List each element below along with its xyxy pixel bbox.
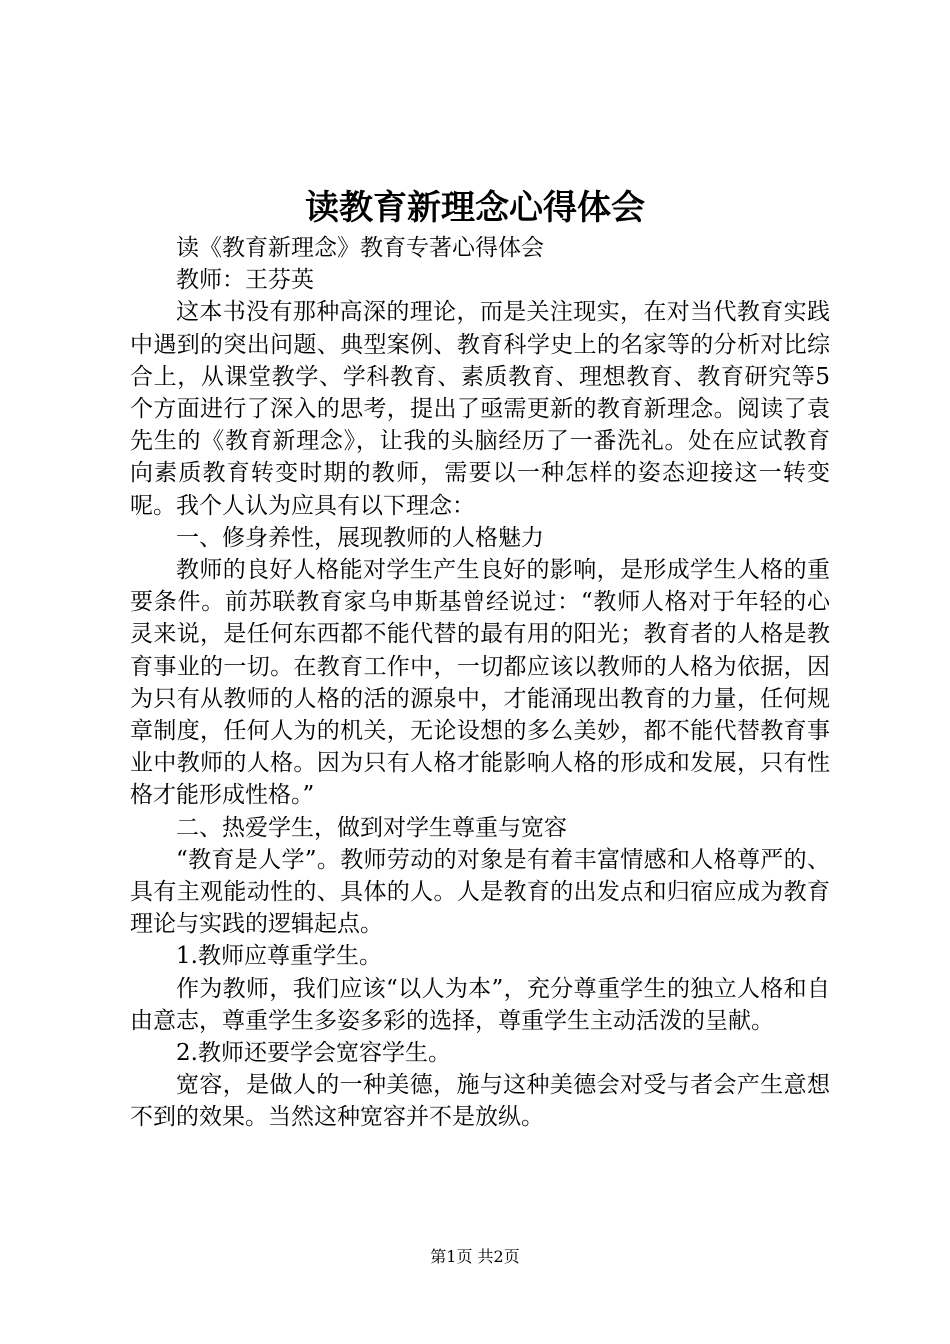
- body-paragraph: “教育是人学”。教师劳动的对象是有着丰富情感和人格尊严的、具有主观能动性的、具体的人。人是教育的出发点和归宿应成为教育理论与实践的逻辑起点。: [130, 846, 830, 938]
- body-paragraph: 宽容，是做人的一种美德，施与这种美德会对受与者会产生意想不到的效果。当然这种宽容并不是放纵。: [130, 1072, 830, 1131]
- author-line: 教师：王芬英: [176, 267, 314, 294]
- section-heading: 二、热爱学生，做到对学生尊重与宽容: [176, 814, 567, 841]
- document-title: 读教育新理念心得体会: [305, 188, 645, 228]
- section-heading: 一、修身养性，展现教师的人格魅力: [176, 524, 544, 551]
- body-paragraph: 作为教师，我们应该“以人为本”，充分尊重学生的独立人格和自由意志，尊重学生多姿多彩的选择，尊重学生主动活泼的呈献。: [130, 975, 830, 1034]
- subsection-heading: 1.教师应尊重学生。: [176, 943, 382, 970]
- subsection-heading: 2.教师还要学会宽容学生。: [176, 1040, 451, 1067]
- body-paragraph: 这本书没有那种高深的理论，而是关注现实，在对当代教育实践中遇到的突出问题、典型案例、教育科学史上的名家等的分析对比综合上，从课堂教学、学科教育、素质教育、理想教育、教育研究等5个方面进行了深入的思考，提出了亟需更新的教育新理念。阅读了袁先生的《教育新理念》，让我的头脑经历了一番洗礼。处在应试教育向素质教育转变时期的教师，需要以一种怎样的姿态迎接这一转变呢。我个人认为应具有以下理念：: [130, 299, 830, 519]
- subtitle-paragraph: 读《教育新理念》教育专著心得体会: [176, 235, 544, 261]
- body-paragraph: 教师的良好人格能对学生产生良好的影响，是形成学生人格的重要条件。前苏联教育家乌申斯基曾经说过：“教师人格对于年轻的心灵来说，是任何东西都不能代替的最有用的阳光；教育者的人格是教育事业的一切。在教育工作中，一切都应该以教师的人格为依据，因为只有从教师的人格的活的源泉中，才能涌现出教育的力量，任何规章制度，任何人为的机关，无论设想的多么美妙，都不能代替教育事业中教师的人格。因为只有人格才能影响人格的形成和发展，只有性格才能形成性格。”: [130, 557, 830, 809]
- page-footer: 第1页 共2页: [430, 1247, 520, 1266]
- document-body: [130, 232, 830, 1134]
